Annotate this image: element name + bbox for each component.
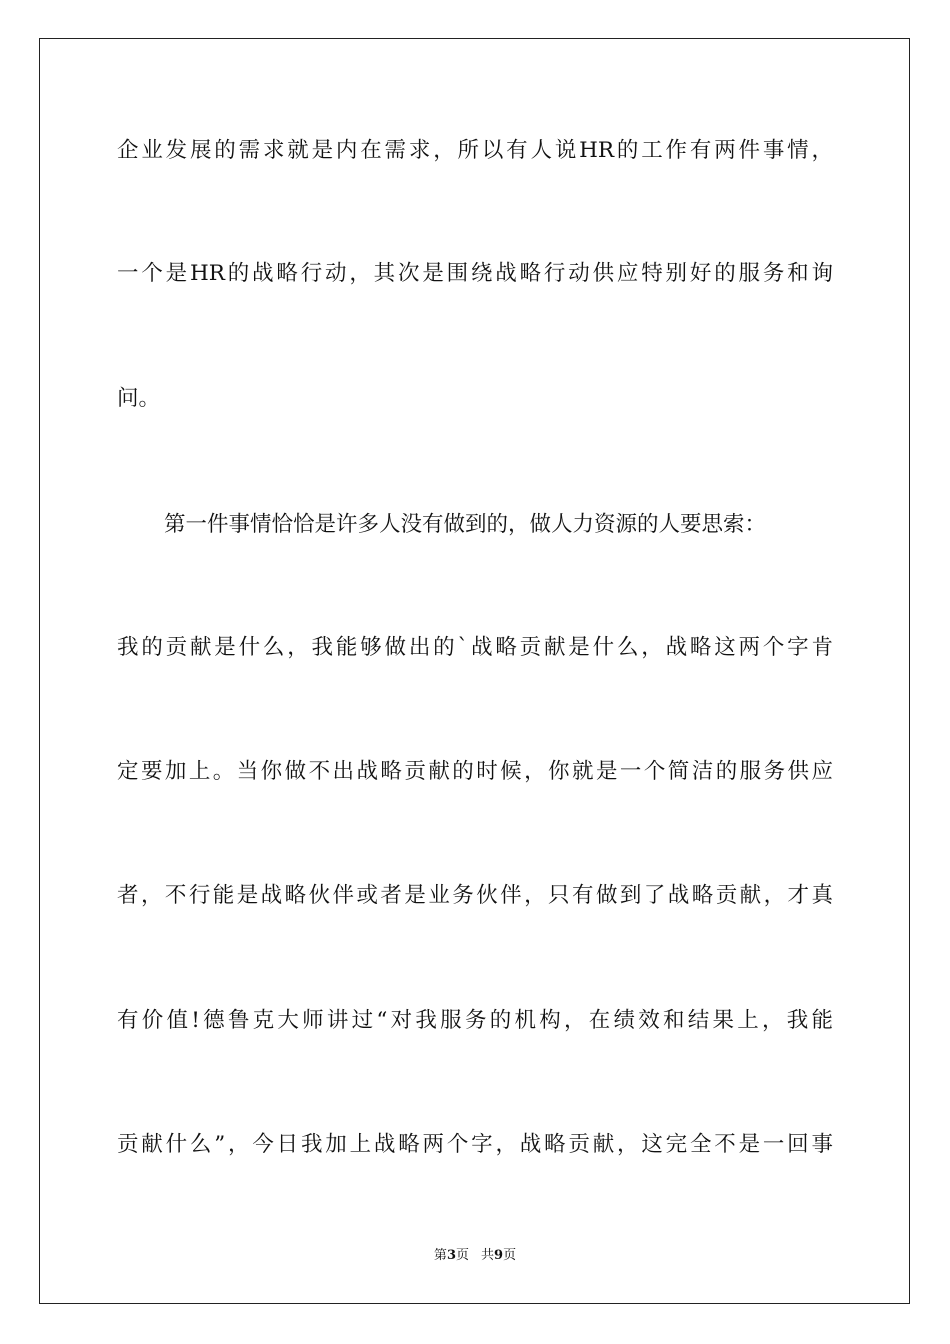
total-prefix: 共 (481, 1248, 495, 1263)
page-prefix: 第 (433, 1248, 447, 1263)
text-line-7: 者，不行能是战略伙伴或者是业务伙伴，只有做到了战略贡献，才真 (117, 883, 833, 908)
text-line-1: 企业发展的需求就是内在需求，所以有人说HR的工作有两件事情， (117, 138, 833, 163)
text-line-4-paragraph-start: 第一件事情恰恰是许多人没有做到的，做人力资源的人要思索： (164, 512, 767, 537)
page-footer (0, 1247, 950, 1265)
page-border (39, 38, 910, 1304)
text-line-5: 我的贡献是什么，我能够做出的`战略贡献是什么，战略这两个字肯 (117, 635, 833, 660)
text-line-6: 定要加上。当你做不出战略贡献的时候，你就是一个简洁的服务供应 (117, 759, 833, 784)
total-suffix: 页 (503, 1248, 517, 1263)
page-suffix: 页 (455, 1248, 469, 1263)
text-line-8: 有价值!德鲁克大师讲过“对我服务的机构，在绩效和结果上，我能 (117, 1008, 833, 1033)
total-pages: 9 (494, 1248, 504, 1263)
page-number: 3 (446, 1248, 456, 1263)
text-line-2: 一个是HR的战略行动，其次是围绕战略行动供应特别好的服务和询 (117, 261, 833, 286)
text-line-3: 问。 (117, 386, 161, 411)
text-line-9: 贡献什么”，今日我加上战略两个字，战略贡献，这完全不是一回事 (117, 1132, 833, 1157)
